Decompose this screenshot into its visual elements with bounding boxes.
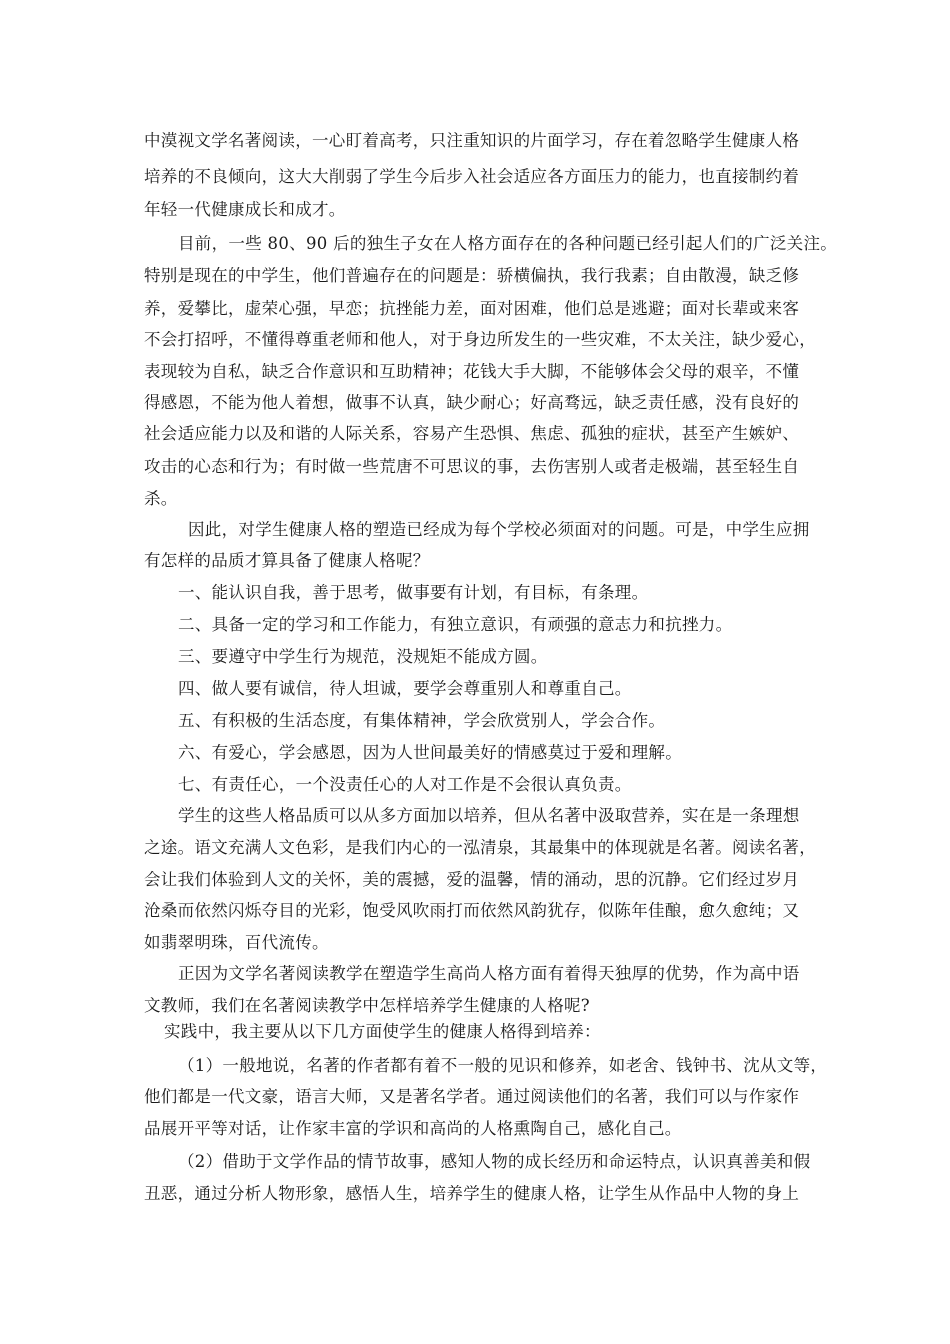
- text-line: （1）一般地说，名著的作者都有着不一般的见识和修养，如老舍、钱钟书、沈从文等，: [178, 1056, 828, 1075]
- text-line: 表现较为自私，缺乏合作意识和互助精神；花钱大手大脚，不能够体会父母的艰辛，不懂: [144, 362, 800, 381]
- list-item: 三、要遵守中学生行为规范，没规矩不能成方圆。: [178, 647, 548, 666]
- text-line: 杀。: [144, 489, 178, 508]
- text-line: 正因为文学名著阅读教学在塑造学生高尚人格方面有着得天独厚的优势，作为高中语: [178, 964, 800, 983]
- list-item: 一、能认识自我，善于思考，做事要有计划，有目标，有条理。: [178, 583, 649, 602]
- text-line: 实践中，我主要从以下几方面使学生的健康人格得到培养：: [164, 1022, 601, 1041]
- text-line: 丑恶，通过分析人物形象，感悟人生，培养学生的健康人格，让学生从作品中人物的身上: [144, 1184, 800, 1203]
- text-line: 年轻一代健康成长和成才。: [144, 200, 346, 219]
- text-line: 他们都是一代文豪，语言大师，又是著名学者。通过阅读他们的名著，我们可以与作家作: [144, 1087, 800, 1106]
- list-item: 五、有积极的生活态度，有集体精神，学会欣赏别人，学会合作。: [178, 711, 666, 730]
- text-line: 品展开平等对话，让作家丰富的学识和高尚的人格熏陶自己，感化自己。: [144, 1119, 682, 1138]
- text-line: 文教师，我们在名著阅读教学中怎样培养学生健康的人格呢?: [144, 996, 590, 1015]
- text-line: （2）借助于文学作品的情节故事，感知人物的成长经历和命运特点，认识真善美和假: [178, 1152, 811, 1171]
- list-item: 六、有爱心，学会感恩，因为人世间最美好的情感莫过于爱和理解。: [178, 743, 682, 762]
- text-line: 目前，一些 80、90 后的独生子女在人格方面存在的各种问题已经引起人们的广泛关注。: [178, 234, 838, 253]
- text-line: 之途。语文充满人文色彩，是我们内心的一泓清泉，其最集中的体现就是名著。阅读名著，: [144, 838, 816, 857]
- text-line: 养，爱攀比，虚荣心强，早恋；抗挫能力差，面对困难，他们总是逃避；面对长辈或来客: [144, 299, 800, 318]
- text-line: 学生的这些人格品质可以从多方面加以培养，但从名著中汲取营养，实在是一条理想: [178, 806, 800, 825]
- text-line: 中漠视文学名著阅读，一心盯着高考，只注重知识的片面学习，存在着忽略学生健康人格: [144, 131, 800, 150]
- text-line: 如翡翠明珠，百代流传。: [144, 933, 329, 952]
- text-line: 有怎样的品质才算具备了健康人格呢？: [144, 551, 430, 570]
- text-line: 攻击的心态和行为；有时做一些荒唐不可思议的事，去伤害别人或者走极端，甚至轻生自: [144, 457, 800, 476]
- text-line: 沧桑而依然闪烁夺目的光彩，饱受风吹雨打而依然风韵犹存，似陈年佳酿，愈久愈纯；又: [144, 901, 800, 920]
- text-line: 得感恩，不能为他人着想，做事不认真，缺少耐心；好高骛远，缺乏责任感，没有良好的: [144, 393, 800, 412]
- text-line: 社会适应能力以及和谐的人际关系，容易产生恐惧、焦虑、孤独的症状，甚至产生嫉妒、: [144, 424, 800, 443]
- list-item: 四、做人要有诚信，待人坦诚，要学会尊重别人和尊重自己。: [178, 679, 632, 698]
- list-item: 七、有责任心，一个没责任心的人对工作是不会很认真负责。: [178, 775, 632, 794]
- text-line: 特别是现在的中学生，他们普遍存在的问题是：骄横偏执，我行我素；自由散漫，缺乏修: [144, 266, 800, 285]
- text-line: 培养的不良倾向，这大大削弱了学生今后步入社会适应各方面压力的能力，也直接制约着: [144, 167, 800, 186]
- list-item: 二、具备一定的学习和工作能力，有独立意识，有顽强的意志力和抗挫力。: [178, 615, 733, 634]
- text-line: 会让我们体验到人文的关怀，美的震撼，爱的温馨，情的涌动，思的沉静。它们经过岁月: [144, 870, 800, 889]
- text-line: 因此，对学生健康人格的塑造已经成为每个学校必须面对的问题。可是，中学生应拥: [188, 520, 810, 539]
- text-line: 不会打招呼，不懂得尊重老师和他人，对于身边所发生的一些灾难，不太关注，缺少爱心，: [144, 330, 816, 349]
